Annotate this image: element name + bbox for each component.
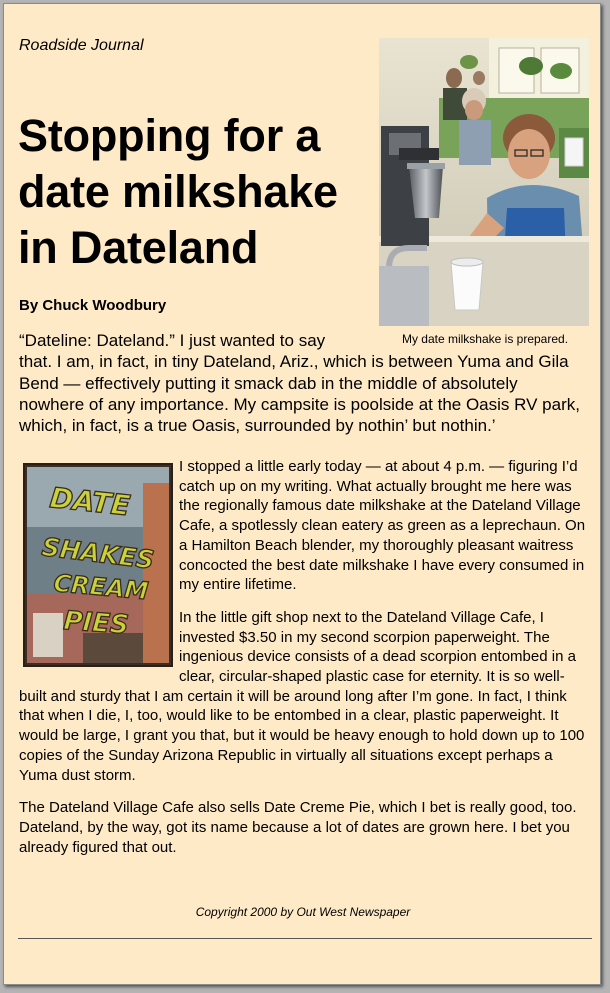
byline: By Chuck Woodbury (19, 297, 167, 314)
article-headline: Stopping for a date milkshake in Dateland (18, 110, 338, 273)
sign-word-cream: CREAM (52, 569, 150, 606)
article-page (3, 3, 601, 985)
milkshake-photo (379, 38, 589, 326)
paragraph-3: In the little gift shop next to the Dateland Village Cafe, I invested $3.50 in my second scorpion paperweight. The ingenious device consists of a dead scorpion entombed in a clear, circular-shaped plastic case for eternity. It is so well-built and sturdy that I am certain it will be around long after I’m gone. In fact, I think that when I die, I, too, would like to be entombed in a clear, plastic paperweight. It would be large, I grant you that, but it would be heavy enough to hold down up to 100 copies of the Sunday Arizona Republic in virtually all situations except perhaps a Yuma dust storm. (19, 608, 585, 784)
paragraph-2: I stopped a little early today — at about 4 p.m. — figuring I’d catch up on my writing. What actually brought me here was the regionally famous date milkshake at the Dateland Village Cafe, a spotlessly clean eatery as green as a leprechaun. On a Hamilton Beach blender, my thoroughly pleasant waitress concocted the best date milkshake I have every consumed in my entire lifetime. (179, 458, 586, 594)
article-body (19, 457, 589, 870)
photo-caption: My date milkshake is prepared. (401, 332, 569, 346)
paragraph-1: “Dateline: Dateland.” I just wanted to say that. I am, in fact, in tiny Dateland, Ariz., which is between Yuma and Gila Bend — effectively putting it smack dab in the middle of absolutely nowhere of any importance. My campsite is poolside at the Oasis RV park, which, in fact, is a true Oasis, surrounded by nothin’ but nothin.’ (19, 331, 580, 436)
caption-wrap-spacer (351, 330, 587, 343)
sign-word-pies: PIES (62, 606, 130, 641)
sign-word-shakes: SHAKES (40, 532, 156, 575)
copyright-notice: Copyright 2000 by Out West Newspaper (195, 905, 411, 919)
sign-word-date: DATE (48, 481, 132, 523)
date-shakes-sign-photo (23, 463, 173, 667)
paragraph-4: The Dateland Village Cafe also sells Date Creme Pie, which I bet is really good, too. Dateland, by the way, got its name because a lot of dates are grown here. I bet you already figured that out. (19, 799, 577, 856)
intro-paragraph-block (19, 330, 587, 436)
footer-divider (18, 938, 592, 939)
section-kicker: Roadside Journal (19, 37, 144, 54)
